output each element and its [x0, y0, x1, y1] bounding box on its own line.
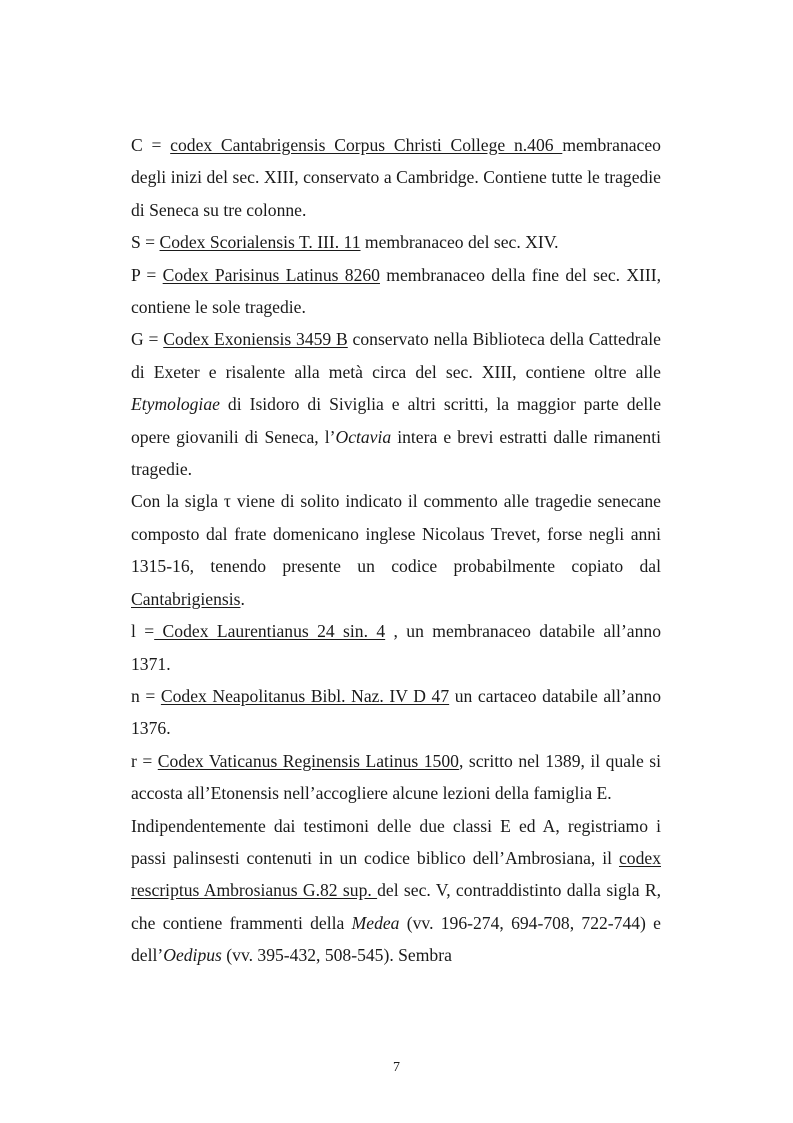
siglum-lead: G =	[131, 329, 164, 350]
siglum-lead: C =	[131, 135, 171, 155]
paragraph-codex-S	[131, 226, 661, 258]
paragraph-codex-r	[131, 745, 661, 810]
paragraph-trevet-commentary	[131, 485, 661, 615]
paragraph-text: Indipendentemente dai testimoni delle due classi E ed A, registriamo i passi palinsesti contenuti in un codice biblico dell’Ambrosiana, il	[131, 815, 661, 868]
italic-title: Octavia	[335, 426, 392, 447]
codex-name: codex rescriptus Ambrosianus G.82 sup.	[131, 847, 661, 901]
paragraph-codex-G	[131, 323, 661, 485]
italic-title: Medea	[351, 912, 400, 933]
paragraph-codex-R	[131, 810, 661, 972]
paragraph-codex-C	[131, 129, 661, 226]
siglum-lead: l =	[131, 621, 155, 642]
paragraph-text: (vv. 395-432, 508-545). Sembra	[221, 945, 452, 966]
codex-name: Codex Laurentianus 24 sin. 4	[154, 621, 386, 642]
paragraph-codex-P	[131, 259, 661, 324]
paragraph-text: (vv. 196-274, 694-708, 722-744) e dell’	[131, 912, 661, 966]
page-number: 7	[393, 1060, 400, 1075]
italic-title: Etymologiae	[131, 394, 220, 415]
siglum-lead: S =	[131, 232, 160, 253]
paragraph-text: membranaceo della fine del sec. XIII, contiene le sole tragedie.	[131, 264, 661, 318]
paragraph-text: intera e brevi estratti dalle rimanenti tragedie.	[131, 426, 661, 480]
codex-name: Codex Neapolitanus Bibl. Naz. IV D 47	[160, 685, 450, 706]
siglum-lead: P =	[131, 264, 163, 285]
codex-name: Codex Vaticanus Reginensis Latinus 1500	[157, 750, 459, 771]
paragraph-text: di Isidoro di Siviglia e altri scritti, la maggior parte delle opere giovanili di Seneca, l’	[131, 394, 661, 447]
codex-name: Codex Scorialensis T. III. 11	[159, 232, 361, 253]
paragraph-text: del sec. V, contraddistinto dalla sigla R, che contiene frammenti della	[131, 880, 661, 933]
paragraph-text: , scritto nel 1389, il quale si accosta all’Etonensis nell’accogliere alcune lezioni della famiglia E.	[131, 750, 661, 804]
paragraph-text: membranaceo degli inizi del sec. XIII, conservato a Cambridge. Contiene tutte le tragedie di Seneca su tre colonne.	[131, 135, 661, 220]
paragraph-codex-l	[131, 615, 661, 680]
body-text	[131, 129, 661, 972]
paragraph-codex-n	[131, 680, 661, 745]
paragraph-text: conservato nella Biblioteca della Cattedrale di Exeter e risalente alla metà circa del sec. XIII, contiene oltre alle	[131, 329, 661, 382]
codex-name: Cantabrigiensis	[131, 588, 241, 609]
paragraph-text: membranaceo del sec. XIV.	[360, 232, 559, 253]
italic-title: Oedipus	[163, 945, 222, 966]
codex-name: codex Cantabrigensis Corpus Christi College n.406	[170, 135, 563, 155]
paragraph-text: un cartaceo databile all’anno 1376.	[131, 685, 661, 739]
paragraph-text: , un membranaceo databile all’anno 1371.	[131, 621, 661, 674]
siglum-lead: r =	[131, 750, 158, 771]
siglum-lead: n =	[131, 685, 161, 706]
codex-name: Codex Exoniensis 3459 B	[163, 329, 348, 350]
codex-name: Codex Parisinus Latinus 8260	[162, 264, 380, 285]
paragraph-text: .	[240, 588, 245, 609]
paragraph-text: Con la sigla τ viene di solito indicato il commento alle tragedie senecane composto dal frate domenicano inglese Nicolaus Trevet, forse negli anni 1315-16, tenendo presente un codice probabilmente copiato dal	[131, 491, 661, 577]
